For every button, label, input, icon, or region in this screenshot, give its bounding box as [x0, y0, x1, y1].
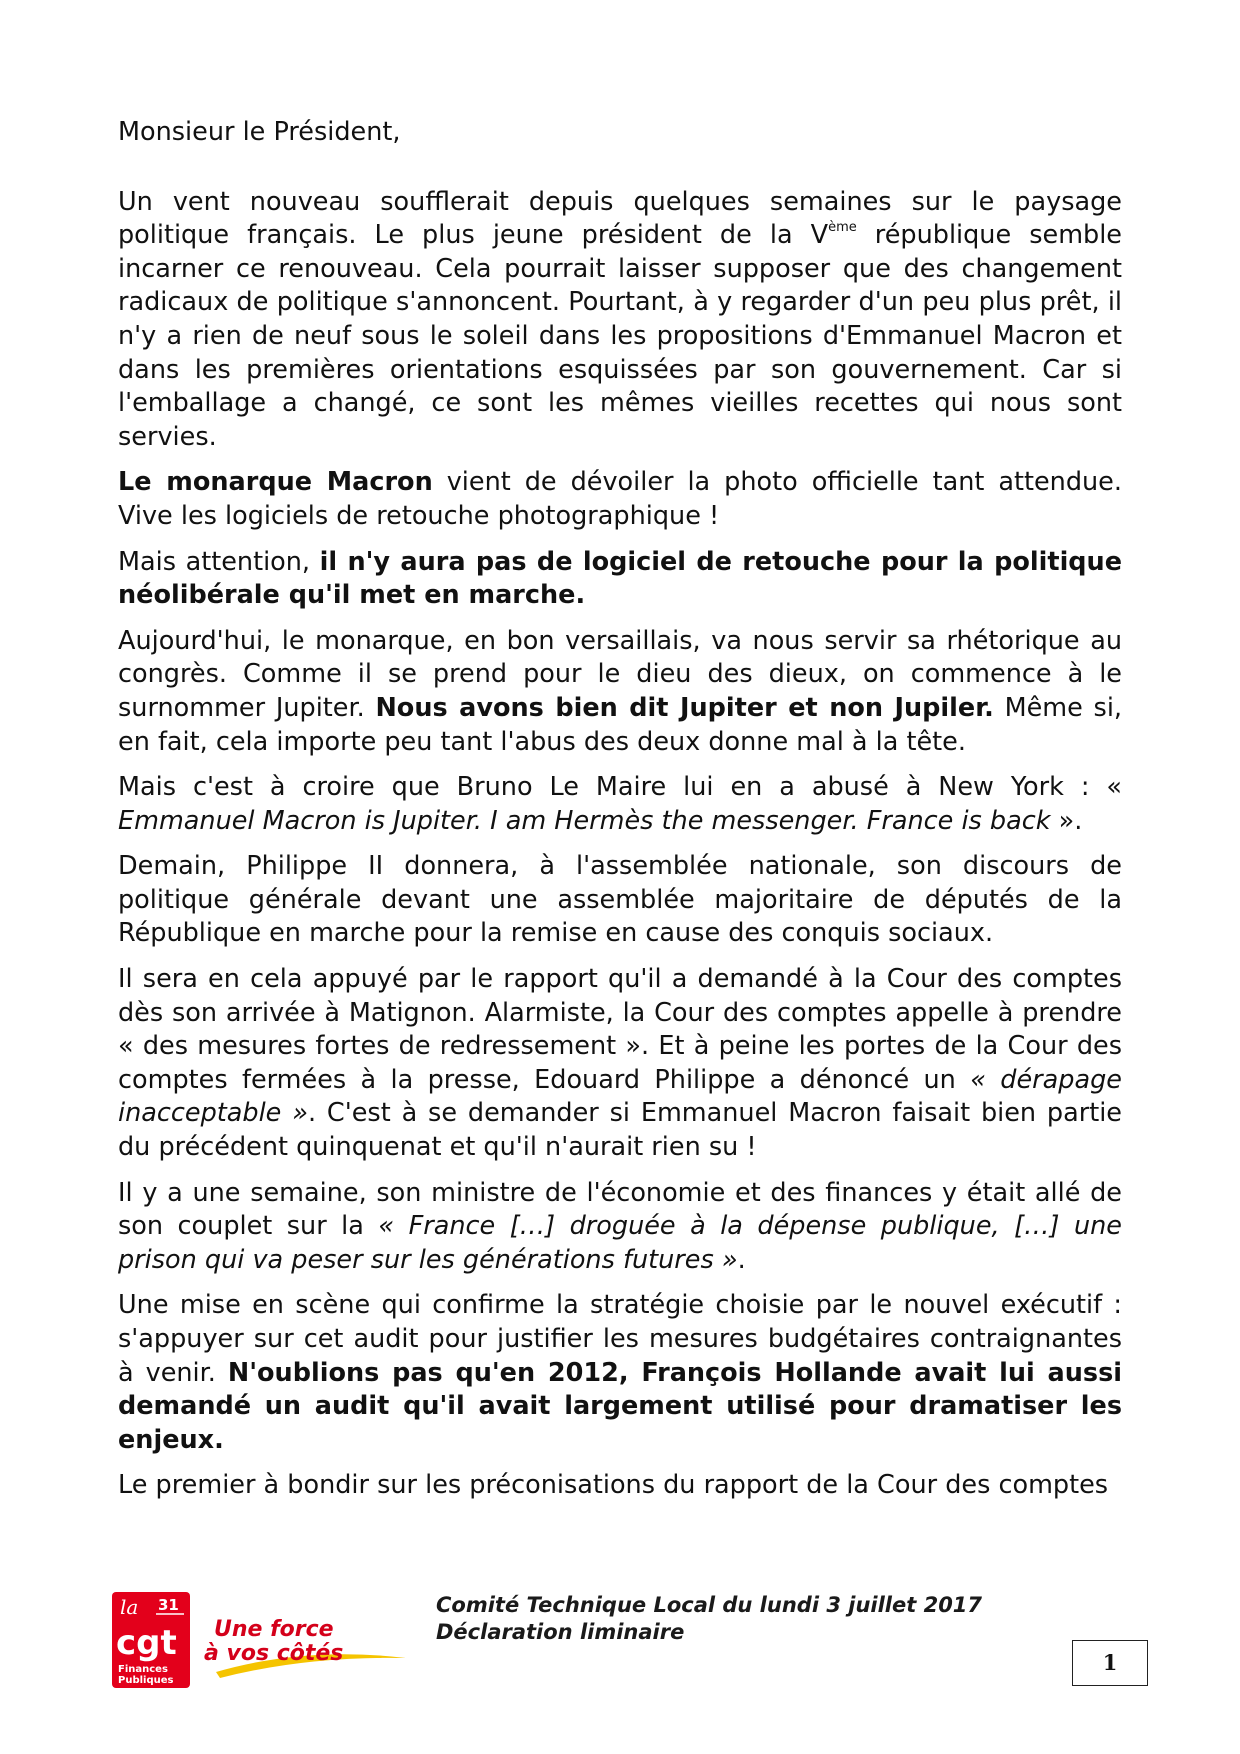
paragraph-5-quote: Emmanuel Macron is Jupiter. I am Hermès the messenger. France is back	[118, 805, 1051, 836]
paragraph-4-text-cont: Même si, en fait, cela importe peu tant l'abus des deux donne mal à la tête.	[118, 692, 1123, 757]
paragraph-2-bold: Le monarque Macron	[118, 467, 433, 498]
superscript-eme: ème	[828, 220, 857, 236]
paragraph-4-text: Aujourd'hui, le monarque, en bon versaillais, va nous servir sa rhétorique au congrès. Comme il se prend pour le dieu des dieux, on commence à le surnommer Jupiter.	[118, 625, 1122, 723]
badge-top-text: la	[120, 1595, 139, 1619]
paragraph-7-quote: « dérapage inacceptable »	[118, 1064, 1122, 1129]
paragraph-5	[118, 771, 1122, 838]
slogan-line1-text: Une force	[214, 1617, 334, 1642]
paragraph-9-text: Une mise en scène qui confirme la stratégie choisie par le nouvel exécutif : s'appuyer sur cet audit pour justifier les mesures budgétaires contraignantes à venir.	[118, 1290, 1122, 1388]
salutation: Monsieur le Président,	[118, 117, 401, 147]
paragraph-2-text: vient de dévoiler la photo officielle tant attendue. Vive les logiciels de retouche photographique !	[118, 467, 1122, 531]
paragraph-1-text-cont: république semble incarner ce renouveau. Cela pourrait laisser supposer que des changement radicaux de politique s'annoncent. Pourtant, à y regarder d'un peu plus prêt, il n'y a rien de neuf sous le soleil dans les propositions d'Emmanuel Macron et dans les premières orientations esquissées par son gouvernement. Car si l'emballage a changé, ce sont les mêmes vieilles recettes qui nous sont servies.	[118, 220, 1122, 452]
paragraph-8-text-cont: .	[737, 1244, 746, 1275]
paragraph-8-text: Il y a une semaine, son ministre de l'économie et des finances y était allé de son couplet sur la	[118, 1177, 1122, 1242]
paragraph-3	[118, 546, 1122, 613]
paragraph-5-text-cont: ».	[1050, 805, 1083, 836]
paragraph-4	[118, 625, 1122, 759]
badge-sub1-text: Finances	[118, 1664, 168, 1675]
badge-sub2-text: Publiques	[118, 1675, 174, 1686]
footer-caption-line2: Déclaration liminaire	[436, 1620, 685, 1644]
cgt-badge-icon	[112, 1592, 190, 1688]
paragraph-7-text-cont: . C'est à se demander si Emmanuel Macron faisait bien partie du précédent quinquenat et qu'il n'aurait rien su !	[118, 1098, 1122, 1163]
paragraph-6: Demain, Philippe II donnera, à l'assemblée nationale, son discours de politique générale devant une assemblée majoritaire de députés de la République en marche pour la remise en cause des conquis sociaux.	[118, 851, 1122, 949]
paragraph-4-bold: Nous avons bien dit Jupiter et non Jupiler.	[375, 692, 994, 723]
paragraph-3-bold: il n'y aura pas de logiciel de retouche pour la politique néolibérale qu'il met en marche.	[118, 546, 1123, 611]
footer-caption	[436, 1592, 982, 1646]
paragraph-7-text: Il sera en cela appuyé par le rapport qu'il a demandé à la Cour des comptes dès son arrivée à Matignon. Alarmiste, la Cour des comptes appelle à prendre « des mesures fortes de redressement ». Et à peine les portes de la Cour des comptes fermées à la presse, Edouard Philippe a dénoncé un	[118, 964, 1122, 1095]
slogan-icon	[196, 1606, 412, 1686]
paragraph-2	[118, 466, 1122, 533]
badge-main-text: cgt	[116, 1623, 177, 1663]
paragraph-1-text: Un vent nouveau soufflerait depuis quelques semaines sur le paysage politique français. Le plus jeune président de la V	[118, 186, 1122, 251]
paragraph-3-text: Mais attention,	[118, 546, 320, 577]
footer-caption-line1: Comité Technique Local du lundi 3 juillet 2017	[436, 1593, 983, 1617]
paragraph-9-bold: N'oublions pas qu'en 2012, François Hollande avait lui aussi demandé un audit qu'il avait largement utilisé pour dramatiser les enjeux.	[118, 1357, 1122, 1455]
badge-number-text: 31	[158, 1596, 179, 1614]
paragraph-1	[118, 186, 1122, 455]
paragraph-7	[118, 963, 1122, 1165]
paragraph-8	[118, 1177, 1122, 1278]
slogan-line2-text: à vos côtés	[204, 1641, 344, 1666]
paragraph-9	[118, 1289, 1122, 1457]
paragraph-5-text: Mais c'est à croire que Bruno Le Maire lui en a abusé à New York : «	[118, 772, 1122, 803]
page-number: 1	[1072, 1640, 1148, 1686]
paragraph-8-quote: « France […] droguée à la dépense publique, […] une prison qui va peser sur les générations futures »	[118, 1211, 1122, 1275]
letter-body	[118, 116, 1122, 1515]
cgt-logo	[112, 1592, 412, 1692]
paragraph-10: Le premier à bondir sur les préconisations du rapport de la Cour des comptes	[118, 1470, 1109, 1501]
